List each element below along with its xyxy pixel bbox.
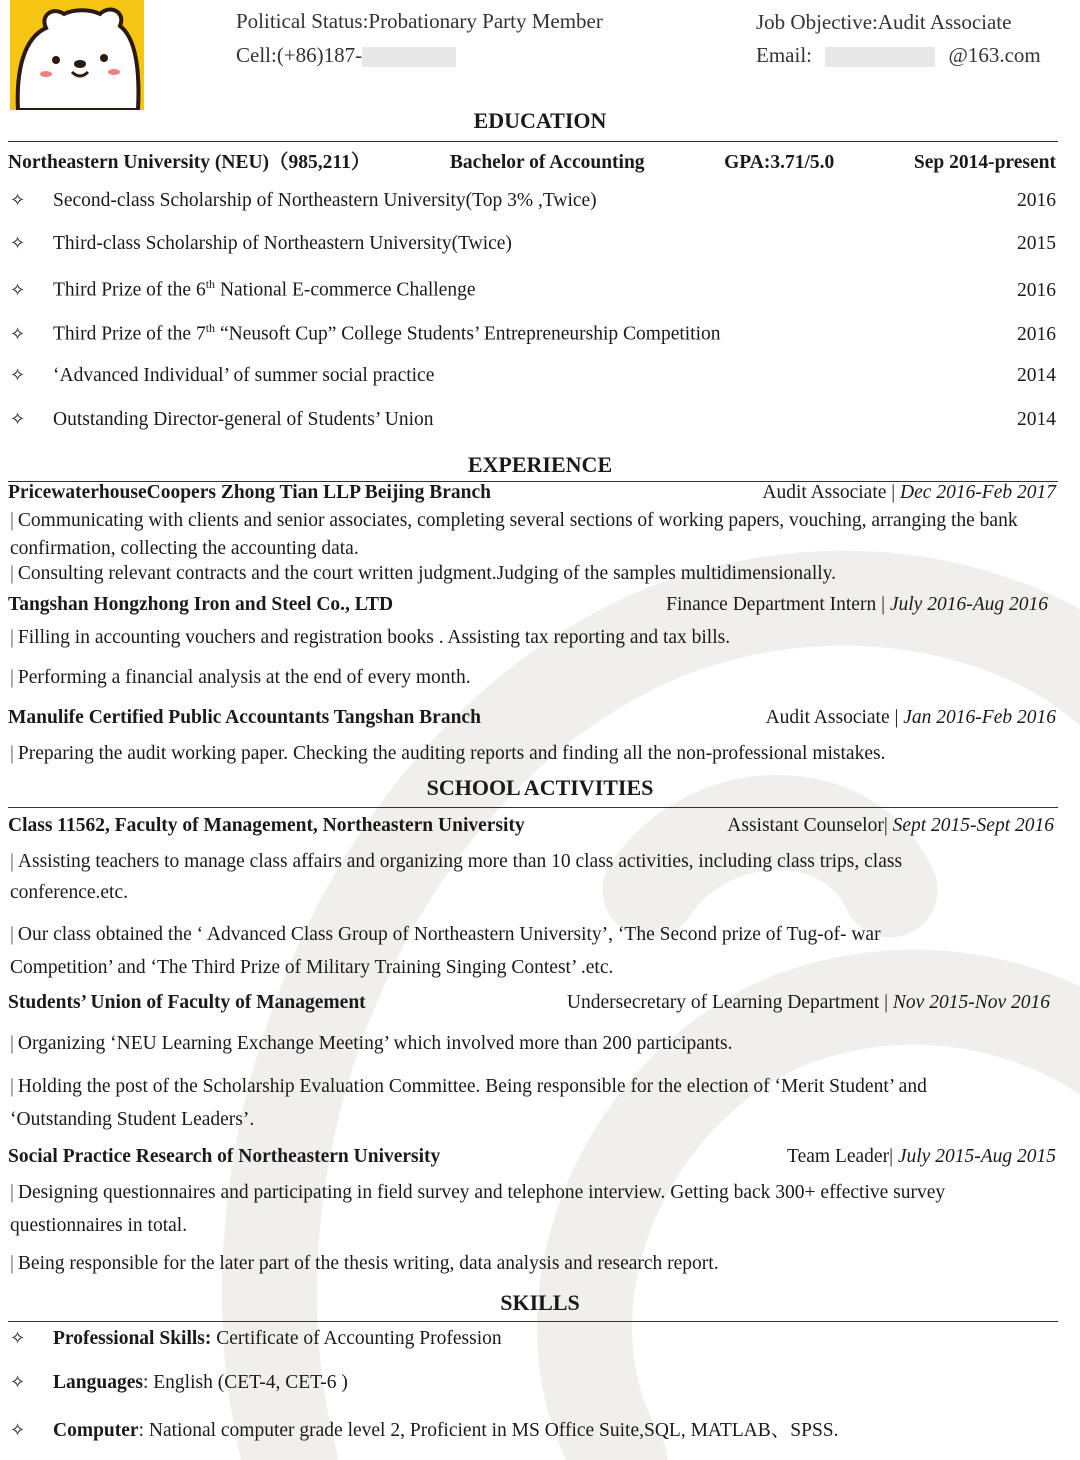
activity-header [8,815,1054,837]
list-item [8,277,1056,302]
education-dates: Sep 2014-present [913,152,1056,173]
job-bullet: | Communicating with clients and senior associates, completing several sections of working papers, vouching, arranging the bank confirmation, collecting the accounting data. [10,510,1018,559]
school-name: Northeastern University (NEU)（985,211） [8,152,371,173]
job-role: Audit Associate | Dec 2016-Feb 2017 [762,482,1056,503]
skill-item [8,1328,1056,1350]
honor-year: 2016 [1017,190,1056,211]
activity-bullet: | Designing questionnaires and participating in field survey and telephone interview. Getting back 300+ effective survey questionnaires in total. [10,1182,946,1236]
honor-year: 2014 [1017,365,1056,386]
honor-text: Outstanding Director-general of Students’ Union [53,409,434,430]
job-role: Audit Associate | Jan 2016-Feb 2016 [765,707,1056,728]
star-bullet-icon: ✧ [10,1420,26,1441]
job-header [8,707,1056,729]
skill-value: : National computer grade level 2, Proficient in MS Office Suite,SQL, MATLAB、SPSS. [138,1420,839,1441]
job-header [8,594,1048,616]
redaction-mask [825,47,935,67]
skill-label: Professional Skills: [53,1328,212,1349]
honor-year: 2014 [1017,409,1056,430]
job-role: Finance Department Intern | July 2016-Aug 2016 [666,594,1048,615]
job-bullet: | Filling in accounting vouchers and registration books . Assisting tax reporting and tax bills. [10,627,731,648]
email-line [756,43,1041,68]
cell-number: Cell:(+86)187- [236,43,363,67]
company-name: Manulife Certified Public Accountants Tangshan Branch [8,707,481,728]
activity-role: Assistant Counselor| Sept 2015-Sept 2016 [727,815,1054,836]
company-name: PricewaterhouseCoopers Zhong Tian LLP Beijing Branch [8,482,492,503]
section-title-experience: EXPERIENCE [467,452,613,477]
honor-text: Second-class Scholarship of Northeastern University(Top 3% ,Twice) [53,190,597,211]
star-bullet-icon: ✧ [10,323,26,345]
political-status: Political Status:Probationary Party Member [236,9,603,33]
list-item [8,190,1056,212]
star-bullet-icon: ✧ [10,233,26,254]
honor-text: Third Prize of the 7th “Neusoft Cup” College Students’ Entrepreneurship Competition [53,321,721,345]
section-rule [8,141,1058,142]
star-bullet-icon: ✧ [10,1328,26,1349]
list-item [8,409,1056,431]
honor-text: Third Prize of the 6th National E-commerce Challenge [53,277,476,301]
star-bullet-icon: ✧ [10,190,26,211]
skill-item [8,1372,1056,1394]
list-item [8,233,1056,255]
redaction-mask [362,47,456,67]
skill-value: Certificate of Accounting Profession [211,1328,502,1349]
job-bullet: | Performing a financial analysis at the end of every month. [10,667,471,688]
activity-header [8,1146,1056,1168]
section-title-education: EDUCATION [473,108,607,133]
gpa: GPA:3.71/5.0 [724,152,835,173]
email-label: Email: [756,43,812,67]
skill-label: Languages [53,1372,143,1393]
activity-role: Team Leader| July 2015-Aug 2015 [787,1146,1056,1167]
email-domain: @163.com [948,43,1041,67]
activity-bullet: | Organizing ‘NEU Learning Exchange Meeting’ which involved more than 200 participants. [10,1033,733,1054]
activity-org: Students’ Union of Faculty of Management [8,992,366,1013]
honor-year: 2015 [1017,233,1056,254]
star-bullet-icon: ✧ [10,1372,26,1393]
job-bullet: | Consulting relevant contracts and the court written judgment.Judging of the samples multidimensionally. [10,563,837,584]
job-bullet: | Preparing the audit working paper. Checking the auditing reports and finding all the non-professional mistakes. [10,743,886,764]
activity-org: Class 11562, Faculty of Management, Northeastern University [8,815,525,836]
list-item [8,321,1056,346]
activity-bullet: | Assisting teachers to manage class affairs and organizing more than 10 class activities, including class trips, class conference.etc. [10,851,903,903]
star-bullet-icon: ✧ [10,365,26,386]
skill-item [8,1414,1056,1442]
star-bullet-icon: ✧ [10,279,26,301]
bear-logo [10,0,144,110]
skill-value: : English (CET-4, CET-6 ) [142,1372,348,1393]
company-name: Tangshan Hongzhong Iron and Steel Co., LTD [8,594,394,615]
degree: Bachelor of Accounting [449,152,645,173]
section-rule [8,1321,1058,1322]
skill-label: Computer [53,1420,139,1441]
honor-text: Third-class Scholarship of Northeastern University(Twice) [53,233,512,254]
star-bullet-icon: ✧ [10,409,26,430]
section-title-activities: SCHOOL ACTIVITIES [426,775,654,800]
education-header-row [8,146,1056,174]
job-objective: Job Objective:Audit Associate [756,10,1012,34]
list-item [8,365,1056,387]
section-rule [8,807,1058,808]
section-title-skills: SKILLS [500,1290,580,1315]
honor-year: 2016 [1017,323,1056,345]
activity-bullet: | Our class obtained the ‘ Advanced Class Group of Northeastern University’, ‘The Second prize of Tug-of- war Competition’ and ‘The Third Prize of Military Training Singing Contest’ .etc. [10,924,881,978]
activity-bullet: | Being responsible for the later part of the thesis writing, data analysis and research report. [10,1253,719,1274]
cell-line [236,43,456,68]
activity-role: Undersecretary of Learning Department | Nov 2015-Nov 2016 [566,992,1050,1013]
activity-org: Social Practice Research of Northeastern University [8,1146,441,1167]
honor-year: 2016 [1017,279,1056,301]
activity-header [8,992,1050,1014]
job-header [8,482,1056,504]
activity-bullet: | Holding the post of the Scholarship Evaluation Committee. Being responsible for the election of ‘Merit Student’ and ‘Outstanding Student Leaders’. [10,1076,927,1130]
honor-text: ‘Advanced Individual’ of summer social practice [53,365,435,386]
